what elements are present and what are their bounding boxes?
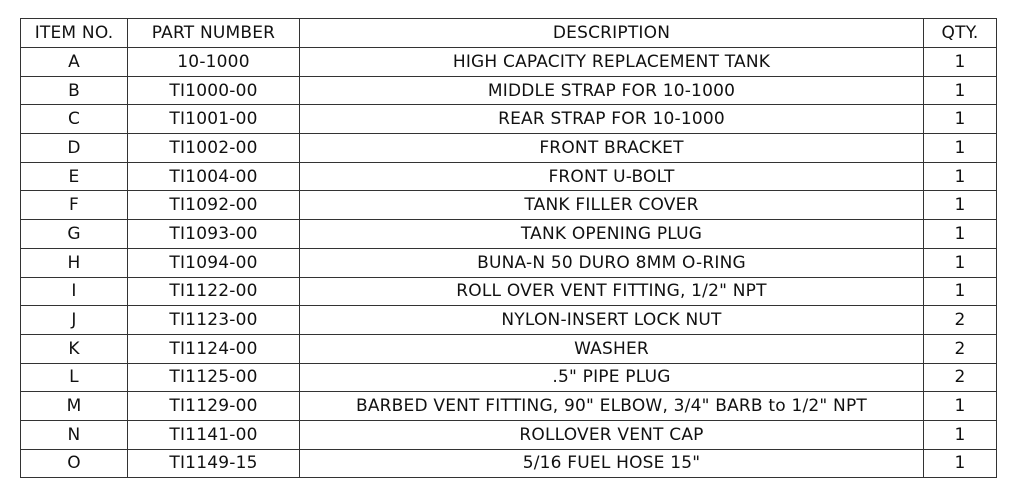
cell-part-number: TI1122-00 [128, 277, 300, 306]
table-row [21, 306, 997, 335]
cell-qty: 1 [924, 220, 997, 249]
header-part-number: PART NUMBER [128, 19, 300, 48]
cell-description: 5/16 FUEL HOSE 15" [300, 449, 924, 478]
cell-item-no: B [21, 76, 128, 105]
cell-description: .5" PIPE PLUG [300, 363, 924, 392]
cell-description: HIGH CAPACITY REPLACEMENT TANK [300, 48, 924, 77]
cell-item-no: O [21, 449, 128, 478]
header-row [21, 19, 997, 48]
cell-description: FRONT BRACKET [300, 134, 924, 163]
cell-qty: 1 [924, 105, 997, 134]
cell-item-no: E [21, 162, 128, 191]
table-body [21, 48, 997, 478]
table-row [21, 420, 997, 449]
cell-description: NYLON-INSERT LOCK NUT [300, 306, 924, 335]
table-row [21, 191, 997, 220]
table-row [21, 363, 997, 392]
header-item-no: ITEM NO. [21, 19, 128, 48]
cell-description: FRONT U-BOLT [300, 162, 924, 191]
cell-qty: 1 [924, 248, 997, 277]
table-row [21, 334, 997, 363]
header-description: DESCRIPTION [300, 19, 924, 48]
cell-part-number: 10-1000 [128, 48, 300, 77]
cell-qty: 1 [924, 48, 997, 77]
table-row [21, 134, 997, 163]
cell-qty: 1 [924, 277, 997, 306]
cell-item-no: F [21, 191, 128, 220]
cell-part-number: TI1123-00 [128, 306, 300, 335]
cell-item-no: G [21, 220, 128, 249]
table-row [21, 48, 997, 77]
cell-qty: 2 [924, 306, 997, 335]
table-row [21, 76, 997, 105]
cell-qty: 2 [924, 363, 997, 392]
cell-item-no: A [21, 48, 128, 77]
table-row [21, 277, 997, 306]
cell-part-number: TI1124-00 [128, 334, 300, 363]
cell-part-number: TI1002-00 [128, 134, 300, 163]
cell-item-no: J [21, 306, 128, 335]
table-row [21, 162, 997, 191]
table-row [21, 449, 997, 478]
cell-item-no: D [21, 134, 128, 163]
cell-item-no: C [21, 105, 128, 134]
cell-part-number: TI1149-15 [128, 449, 300, 478]
cell-part-number: TI1092-00 [128, 191, 300, 220]
cell-description: BARBED VENT FITTING, 90" ELBOW, 3/4" BARB to 1/2" NPT [300, 392, 924, 421]
cell-qty: 2 [924, 334, 997, 363]
cell-qty: 1 [924, 392, 997, 421]
cell-qty: 1 [924, 76, 997, 105]
cell-qty: 1 [924, 134, 997, 163]
cell-description: ROLLOVER VENT CAP [300, 420, 924, 449]
cell-item-no: H [21, 248, 128, 277]
table-header [21, 19, 997, 48]
cell-part-number: TI1000-00 [128, 76, 300, 105]
cell-part-number: TI1141-00 [128, 420, 300, 449]
table-row [21, 248, 997, 277]
cell-item-no: I [21, 277, 128, 306]
cell-description: TANK OPENING PLUG [300, 220, 924, 249]
cell-description: ROLL OVER VENT FITTING, 1/2" NPT [300, 277, 924, 306]
cell-part-number: TI1094-00 [128, 248, 300, 277]
cell-part-number: TI1125-00 [128, 363, 300, 392]
cell-description: MIDDLE STRAP FOR 10-1000 [300, 76, 924, 105]
cell-qty: 1 [924, 162, 997, 191]
cell-part-number: TI1129-00 [128, 392, 300, 421]
cell-item-no: M [21, 392, 128, 421]
cell-part-number: TI1004-00 [128, 162, 300, 191]
cell-item-no: L [21, 363, 128, 392]
cell-qty: 1 [924, 449, 997, 478]
cell-item-no: N [21, 420, 128, 449]
cell-description: TANK FILLER COVER [300, 191, 924, 220]
header-qty: QTY. [924, 19, 997, 48]
table-row [21, 220, 997, 249]
cell-description: REAR STRAP FOR 10-1000 [300, 105, 924, 134]
bill-of-materials-table [20, 18, 997, 478]
cell-qty: 1 [924, 191, 997, 220]
cell-description: BUNA-N 50 DURO 8MM O-RING [300, 248, 924, 277]
table-row [21, 392, 997, 421]
cell-description: WASHER [300, 334, 924, 363]
cell-part-number: TI1001-00 [128, 105, 300, 134]
cell-item-no: K [21, 334, 128, 363]
cell-qty: 1 [924, 420, 997, 449]
cell-part-number: TI1093-00 [128, 220, 300, 249]
table-row [21, 105, 997, 134]
